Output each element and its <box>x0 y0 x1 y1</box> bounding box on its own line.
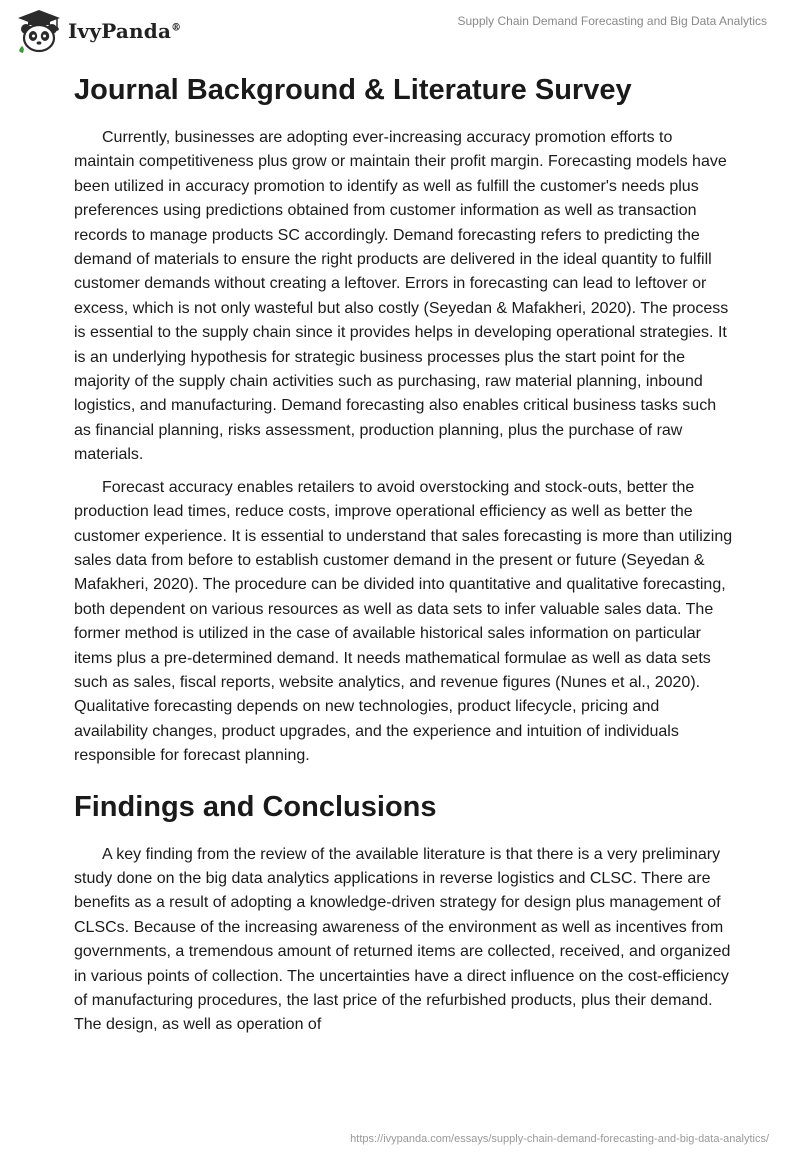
paragraph: A key finding from the review of the available literature is that there is a very preliminary study done on the big data analytics applications in reverse logistics and CLSC. There are benefits as a result of adopting a knowledge-driven strategy for design plus management of CLSCs. Because of the increasing awareness of the environment as well as incentives from governments, a tremendous amount of returned items are collected, received, and organized in various points of collection. The uncertainties have a direct influence on the cost-efficiency of manufacturing procedures, the last price of the refurbished products, plus their demand. The design, as well as operation of <box>74 845 731 1034</box>
paragraph: Forecast accuracy enables retailers to avoid overstocking and stock-outs, better the production lead times, reduce costs, improve operational efficiency as well as better the customer experience. It is essential to understand that sales forecasting is more than utilizing sales data from before to establish customer demand in the present or future (Seyedan & Mafakheri, 2020). The procedure can be divided into quantitative and qualitative forecasting, both dependent on various resources as well as data sets to infer valuable sales data. The former method is utilized in the case of available historical sales information on particular items plus a pre-determined demand. It needs mathematical formulae as well as data sets such as sales, fiscal reports, website analytics, and revenue figures (Nunes et al., 2020). Qualitative forecasting depends on new technologies, product lifecycle, pricing and availability changes, product upgrades, and the experience and intuition of individuals responsible for forecast planning. <box>74 478 733 765</box>
section-heading: Journal Background & Literature Survey <box>74 74 632 106</box>
page-header <box>0 0 800 60</box>
source-url[interactable]: https://ivypanda.com/essays/supply-chain-demand-forecasting-and-big-data-analytics/ <box>350 1133 769 1145</box>
brand-name: IvyPanda® <box>68 19 182 43</box>
essay-content <box>74 72 734 1046</box>
section-heading: Findings and Conclusions <box>74 790 437 823</box>
ivypanda-logo[interactable] <box>14 8 181 54</box>
registered-mark: ® <box>171 22 182 34</box>
panda-graduate-icon <box>14 8 64 54</box>
paragraph: Currently, businesses are adopting ever-increasing accuracy promotion efforts to maintain competitiveness plus grow or maintain their profit margin. Forecasting models have been utilized in accuracy promotion to identify as well as fulfill the customer's needs plus preferences using predictions obtained from customer information as well as transaction records to manage products SC accordingly. Demand forecasting refers to predicting the demand of materials to ensure the right products are delivered in the ideal quantity to fulfill customer demands without creating a leftover. Errors in forecasting can lead to leftover or excess, which is not only wasteful but also costly (Seyedan & Mafakheri, 2020). The process is essential to the supply chain since it provides helps in developing operational strategies. It is an underlying hypothesis for strategic business processes plus the start point for the majority of the supply chain activities such as purchasing, raw material planning, inbound logistics, and manufacturing. Demand forecasting also enables critical business tasks such as financial planning, risks assessment, production planning, plus the purchase of raw materials. <box>74 129 729 464</box>
document-title: Supply Chain Demand Forecasting and Big Data Analytics <box>457 14 767 28</box>
